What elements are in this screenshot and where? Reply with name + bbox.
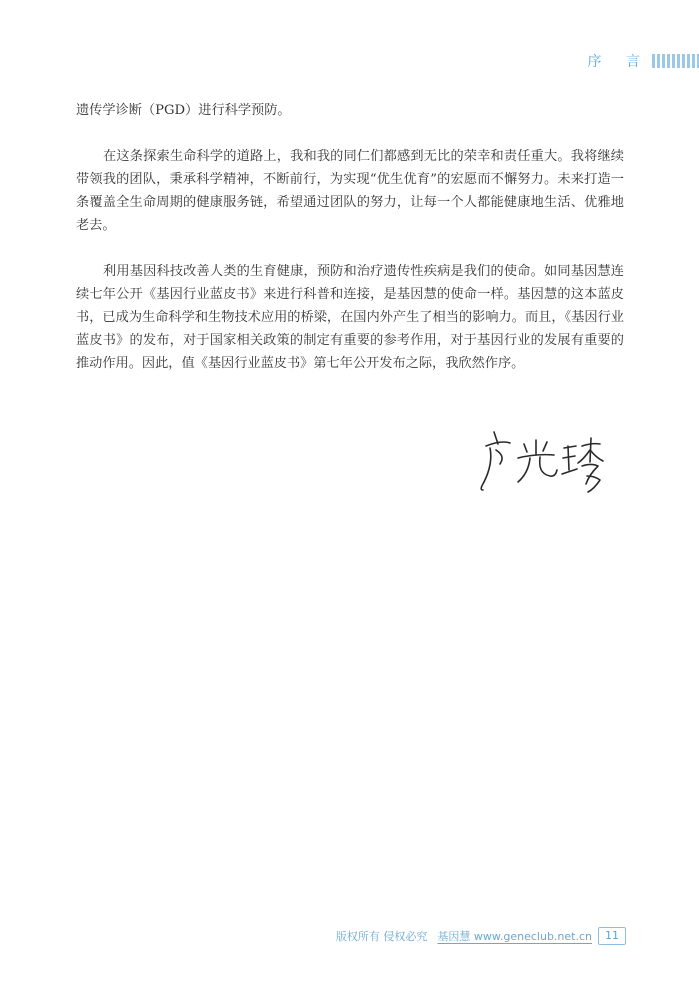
page-footer (336, 927, 626, 945)
header-decoration (652, 54, 699, 68)
running-header (588, 52, 699, 70)
section-title: 序 言 (587, 54, 650, 70)
body-text (76, 99, 624, 398)
paragraph: 在这条探索生命科学的道路上，我和我的同仁们都感到无比的荣幸和责任重大。我将继续带领我的团队，秉承科学精神，不断前行，为实现“优生优育”的宏愿而不懈努力。未来打造一条覆盖全生命周期的健康服务链，希望通过团队的努力，让每一个人都能健康地生活、优雅地老去。 (76, 149, 624, 233)
copyright-notice: 版权所有 侵权必究 (335, 930, 428, 943)
signature-image (474, 424, 609, 496)
paragraph: 利用基因科技改善人类的生育健康，预防和治疗遗传性疾病是我们的使命。如同基因慧连续七年公开《基因行业蓝皮书》来进行科普和连接，是基因慧的使命一样。基因慧的这本蓝皮书，已成为生命科学和生物技术应用的桥梁，在国内外产生了相当的影响力。而且，《基因行业蓝皮书》的发布，对于国家相关政策的制定有重要的参考作用，对于基因行业的发展有重要的推动作用。因此，值《基因行业蓝皮书》第七年公开发布之际，我欣然作序。 (76, 264, 624, 371)
brand-website[interactable]: 基因慧 www.geneclub.net.cn (437, 930, 592, 943)
page-number: 11 (598, 927, 626, 945)
paragraph-continued: 遗传学诊断（PGD）进行科学预防。 (76, 103, 291, 118)
